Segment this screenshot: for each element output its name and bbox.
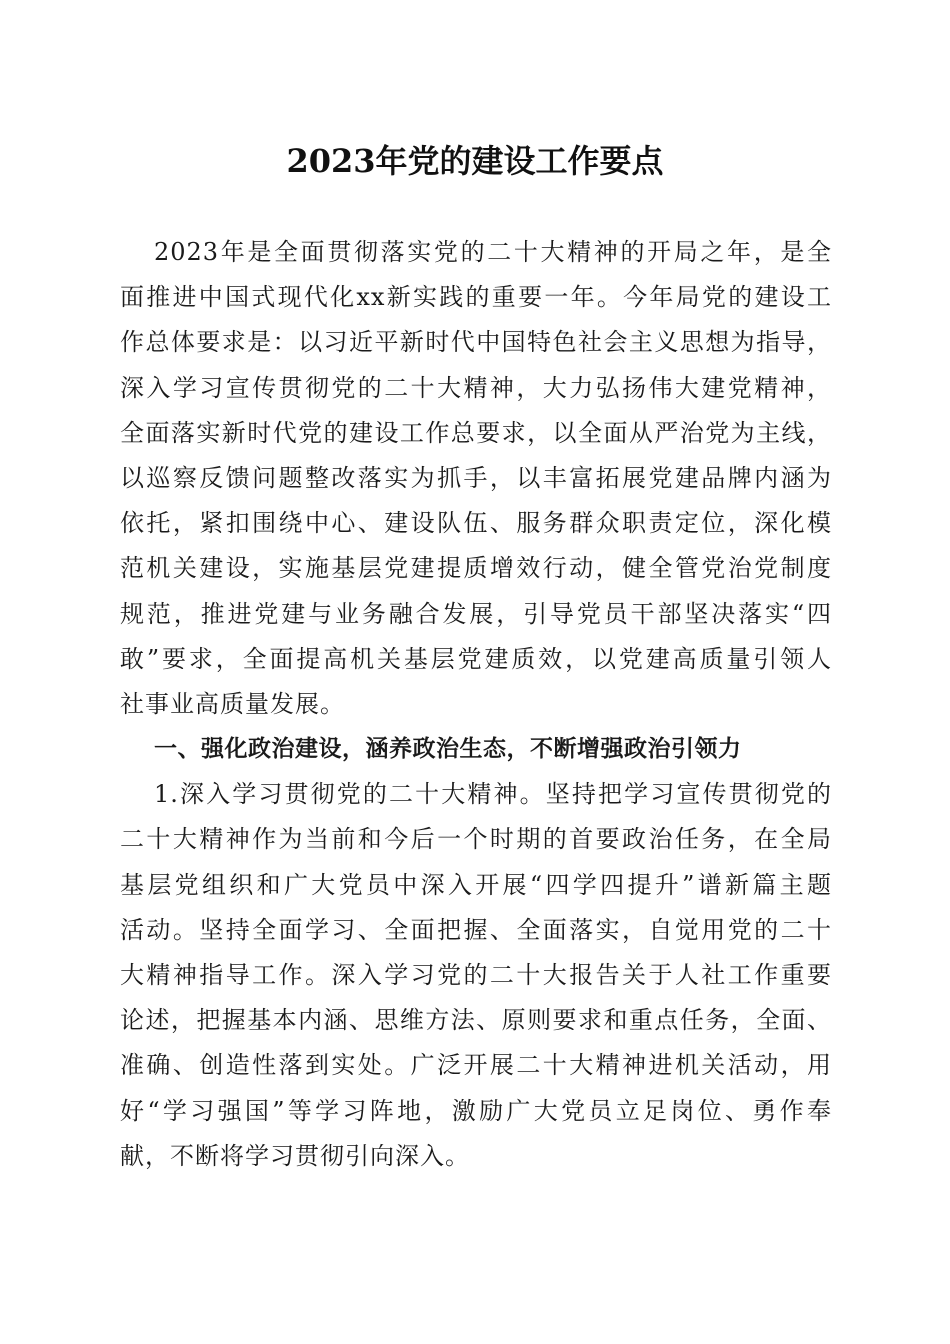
item-line: 论述，把握基本内涵、思维方法、原则要求和重点任务，全面、 [120, 1006, 832, 1035]
intro-line: 范机关建设，实施基层党建提质增效行动，健全管党治党制度 [120, 554, 832, 583]
item-line: 好“学习强国”等学习阵地，激励广大党员立足岗位、勇作奉 [120, 1096, 832, 1125]
item-line: 二十大精神作为当前和今后一个时期的首要政治任务，在全局 [120, 825, 832, 854]
item-line: 1.深入学习贯彻党的二十大精神。坚持把学习宣传贯彻党的 [154, 780, 832, 809]
intro-line: 以巡察反馈问题整改落实为抓手，以丰富拓展党建品牌内涵为 [120, 463, 832, 492]
intro-line: 面推进中国式现代化xx新实践的重要一年。今年局党的建设工 [120, 283, 832, 312]
item-line: 大精神指导工作。深入学习党的二十大报告关于人社工作重要 [120, 961, 832, 989]
item-paragraph [120, 772, 832, 1179]
intro-line: 全面落实新时代党的建设工作总要求，以全面从严治党为主线， [120, 418, 832, 447]
section-heading: 一、强化政治建设，涵养政治生态，不断增强政治引领力 [154, 736, 742, 763]
document-body [120, 230, 832, 1179]
document-title: 2023年党的建设工作要点 [286, 142, 664, 180]
item-line: 准确、创造性落到实处。广泛开展二十大精神进机关活动，用 [120, 1051, 832, 1080]
item-line: 活动。坚持全面学习、全面把握、全面落实，自觉用党的二十 [120, 915, 832, 944]
intro-paragraph [120, 230, 832, 727]
intro-line: 作总体要求是：以习近平新时代中国特色社会主义思想为指导， [120, 328, 832, 357]
intro-line: 敢”要求，全面提高机关基层党建质效，以党建高质量引领人 [120, 644, 832, 673]
intro-line: 2023年是全面贯彻落实党的二十大精神的开局之年，是全 [154, 238, 832, 266]
intro-line: 深入学习宣传贯彻党的二十大精神，大力弘扬伟大建党精神， [120, 373, 832, 402]
intro-line: 规范，推进党建与业务融合发展，引导党员干部坚决落实“四 [120, 599, 832, 628]
intro-line: 依托，紧扣围绕中心、建设队伍、服务群众职责定位，深化模 [120, 509, 832, 538]
intro-line: 社事业高质量发展。 [120, 689, 345, 718]
item-line: 基层党组织和广大党员中深入开展“四学四提升”谱新篇主题 [120, 870, 832, 899]
item-line: 献，不断将学习贯彻引向深入。 [120, 1141, 470, 1170]
